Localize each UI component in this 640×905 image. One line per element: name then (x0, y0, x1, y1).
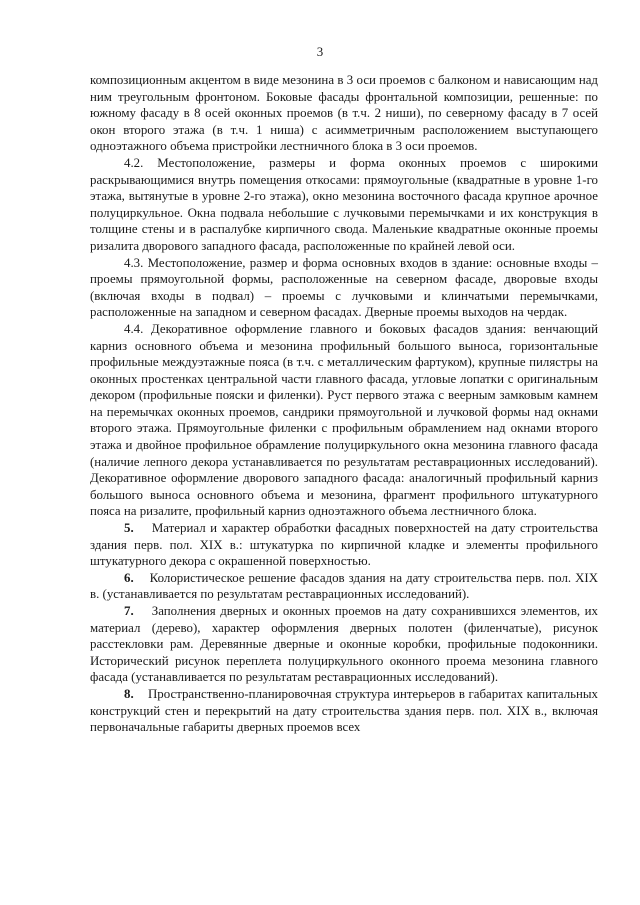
paragraph-number: 7. (124, 604, 134, 618)
paragraph-text: 4.3. Местоположение, размер и форма основных входов в здание: основные входы – проемы прямоугольной формы, расположенные на северном фасаде, дворовые входы (включая входы в подвал) – проемы с лучковыми и клинчатыми перемычками, расположенные на западном и северном фасадах. Дверные проемы выходов на чердак. (90, 255, 598, 320)
paragraph-4-3 (90, 255, 598, 321)
paragraph-continuation (90, 72, 598, 155)
paragraph-4-2 (90, 155, 598, 255)
paragraph-text: композиционным акцентом в виде мезонина в 3 оси проемов с балконом и нависающим над ним треугольным фронтоном. Боковые фасады фронтальной композиции, решенные: по южному фасаду в 8 осей оконных проемов (в т.ч. 2 ниши), по северному фасаду в 7 осей окон второго этажа (в т.ч. 1 ниша) с асимметричным расположением выступающего одноэтажного объема пристройки лестничного блока в 3 оси проемов. (90, 73, 598, 154)
paragraph-4-4 (90, 321, 598, 520)
paragraph-number: 5. (124, 521, 134, 536)
paragraph-text: Заполнения дверных и оконных проемов на дату сохранившихся элементов, их материал (дерево), характер оформления дверных полотен (филенчатые), рисунок расстекловки рам. Деревянные дверные и оконные коробки, профильные подоконники. Исторический рисунок переплета полуциркульного оконного проема мезонина главного фасада (устанавливается по результатам реставрационных исследований). (90, 604, 598, 685)
paragraph-8 (90, 686, 598, 736)
paragraph-7 (90, 603, 598, 686)
paragraph-number: 8. (124, 686, 134, 701)
paragraph-text: Колористическое решение фасадов здания на дату строительства перв. пол. XIX в. (устанавливается по результатам реставрационных исследований). (90, 570, 599, 602)
paragraph-5 (90, 520, 598, 570)
paragraph-text: Пространственно-планировочная структура интерьеров в габаритах капитальных конструкций стен и перекрытий на дату строительства здания перв. пол. XIX в., включая первоначальные габариты дверных проемов всех (90, 686, 599, 735)
paragraph-text: 4.4. Декоративное оформление главного и боковых фасадов здания: венчающий карниз основного объема и мезонина профильный большого выноса, горизонтальные профильные междуэтажные пояса (в т.ч. с металлическим фартуком), крупные пилястры на оконных простенках центральной части главного фасада, угловые лопатки с оригинальным декором (профильные пояски и филенки). Руст первого этажа с веерным замковым камнем на перемычках оконных проемов, сандрики прямоугольной и лучковой формы над окнами второго этажа. Прямоугольные филенки с профильным обрамлением над окнами второго этажа и двойное профильное обрамление полуциркульного окна мезонина главного фасада (наличие лепного декора устанавливается по результатам реставрационных исследований). Декоративное оформление дворового западного фасада: аналогичный профильный карниз большого выноса основного объема и мезонина, фрагмент профильного штукатурного пояса на ризалите, профильный карниз одноэтажного объема лестничного блока. (90, 321, 598, 519)
page-number: 3 (316, 45, 324, 59)
body-text (90, 72, 598, 736)
paragraph-text: Материал и характер обработки фасадных поверхностей на дату строительства здания перв. пол. XIX в.: штукатурка по кирпичной кладке и элементы профильного штукатурного декора с окрашенной поверхностью. (90, 521, 598, 569)
paragraph-text: 4.2. Местоположение, размеры и форма оконных проемов с широкими раскрывающимися внутрь помещения откосами: прямоугольные (квадратные в уровне 1-го этажа, вытянутые в уровне 2-го этажа), окно мезонина восточного фасада крупное арочное полуциркульное. Окна подвала небольшие с лучковыми перемычками и их конструкция в толщине стены и в распалубке кирпичного свода. Маленькие квадратные оконные проемы ризалита дворового западного фасада, расположенные по крайней левой оси. (90, 155, 598, 253)
paragraph-number: 6. (124, 570, 134, 585)
paragraph-6 (90, 570, 598, 603)
